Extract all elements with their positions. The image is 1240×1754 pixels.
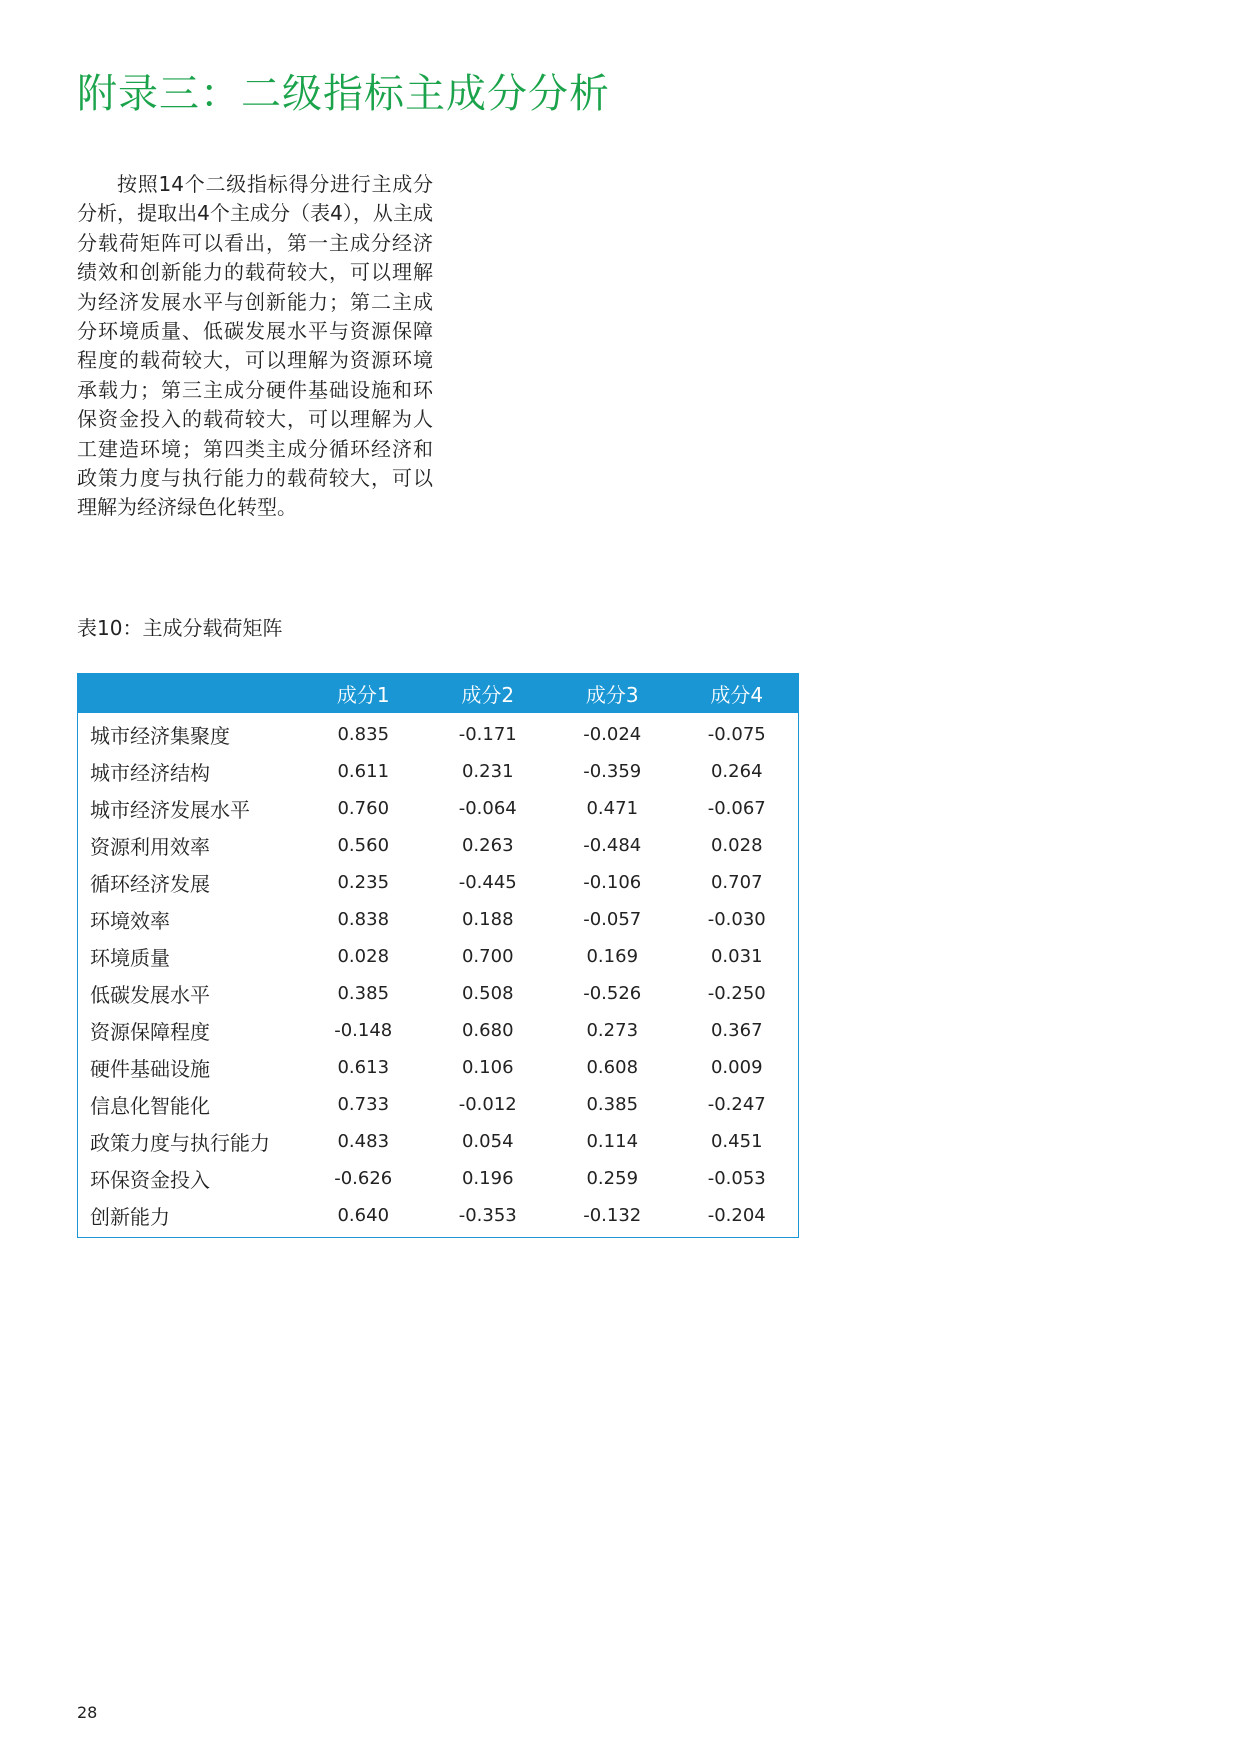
loading-value: -0.030 — [707, 909, 766, 930]
loading-value: -0.250 — [707, 983, 766, 1004]
table-row — [78, 827, 799, 864]
loading-value: -0.012 — [458, 1094, 517, 1115]
loading-value: 0.367 — [710, 1020, 763, 1041]
loading-value: -0.067 — [707, 798, 766, 819]
loading-value: -0.024 — [583, 724, 642, 745]
loading-value: 0.835 — [337, 724, 390, 745]
loading-value: 0.028 — [710, 835, 763, 856]
table-row — [78, 1086, 799, 1123]
table-row — [78, 790, 799, 827]
loading-value: 0.733 — [337, 1094, 390, 1115]
table-row — [78, 975, 799, 1012]
loading-value: 0.483 — [337, 1131, 390, 1152]
column-header: 成分2 — [426, 674, 551, 713]
loading-value: -0.075 — [707, 724, 766, 745]
table-body — [78, 713, 799, 1237]
table-header-row — [78, 674, 799, 713]
loading-value: 0.613 — [337, 1057, 390, 1078]
row-label: 城市经济结构 — [90, 761, 210, 785]
loading-value: 0.385 — [586, 1094, 639, 1115]
loading-value: 0.700 — [461, 946, 514, 967]
loading-value: 0.231 — [461, 761, 514, 782]
loading-value: -0.626 — [334, 1168, 393, 1189]
loading-value: 0.385 — [337, 983, 390, 1004]
table-row — [78, 1123, 799, 1160]
page-title: 附录三：二级指标主成分分析 — [77, 71, 610, 117]
loading-value: -0.171 — [458, 724, 517, 745]
loading-value: 0.611 — [337, 761, 390, 782]
loading-value: -0.053 — [707, 1168, 766, 1189]
loading-value: 0.196 — [461, 1168, 514, 1189]
table-row — [78, 753, 799, 790]
table-caption: 表10：主成分载荷矩阵 — [77, 616, 283, 640]
table-row — [78, 1160, 799, 1197]
column-header: 成分4 — [675, 674, 800, 713]
header-corner-cell — [78, 674, 301, 713]
loading-value: 0.273 — [586, 1020, 639, 1041]
loading-value: 0.451 — [710, 1131, 763, 1152]
row-label: 资源保障程度 — [90, 1020, 210, 1044]
loading-value: 0.264 — [710, 761, 763, 782]
row-label: 环境质量 — [90, 946, 170, 970]
loading-value: 0.760 — [337, 798, 390, 819]
loading-value: -0.526 — [583, 983, 642, 1004]
column-header: 成分3 — [550, 674, 675, 713]
loading-value: 0.560 — [337, 835, 390, 856]
loading-value: 0.114 — [586, 1131, 639, 1152]
loading-value: 0.707 — [710, 872, 763, 893]
row-label: 硬件基础设施 — [90, 1057, 210, 1081]
table-row — [78, 1012, 799, 1049]
loading-value: 0.508 — [461, 983, 514, 1004]
loading-value: 0.640 — [337, 1205, 390, 1226]
loading-value: 0.054 — [461, 1131, 514, 1152]
loading-value: 0.471 — [586, 798, 639, 819]
row-label: 低碳发展水平 — [90, 983, 210, 1007]
loading-value: 0.680 — [461, 1020, 514, 1041]
loading-value: 0.838 — [337, 909, 390, 930]
loading-value: -0.484 — [583, 835, 642, 856]
table-row — [78, 864, 799, 901]
loading-value: -0.204 — [707, 1205, 766, 1226]
row-label: 循环经济发展 — [90, 872, 210, 896]
table-row — [78, 901, 799, 938]
loading-value: 0.608 — [586, 1057, 639, 1078]
intro-paragraph: 按照14个二级指标得分进行主成分分析，提取出4个主成分（表4），从主成分载荷矩阵可以看出，第一主成分经济绩效和创新能力的载荷较大，可以理解为经济发展水平与创新能力；第二主成分环境质量、低碳发展水平与资源保障程度的载荷较大，可以理解为资源环境承载力；第三主成分硬件基础设施和环保资金投入的载荷较大，可以理解为人工建造环境；第四类主成分循环经济和政策力度与执行能力的载荷较大，可以理解为经济绿色化转型。 — [77, 172, 433, 520]
page-number: 28 — [77, 1703, 98, 1722]
loading-value: 0.009 — [710, 1057, 763, 1078]
row-label: 政策力度与执行能力 — [90, 1131, 270, 1155]
row-label: 创新能力 — [90, 1205, 170, 1229]
loading-value: 0.106 — [461, 1057, 514, 1078]
loading-value: 0.259 — [586, 1168, 639, 1189]
row-label: 环保资金投入 — [90, 1168, 210, 1192]
loading-matrix — [78, 674, 799, 1237]
table-row — [78, 1197, 799, 1237]
loading-value: -0.247 — [707, 1094, 766, 1115]
row-label: 城市经济集聚度 — [90, 724, 230, 748]
loading-value: -0.445 — [458, 872, 517, 893]
loading-value: 0.169 — [586, 946, 639, 967]
loading-value: 0.031 — [710, 946, 763, 967]
loading-matrix-table — [77, 673, 799, 1238]
table-row — [78, 938, 799, 975]
row-label: 环境效率 — [90, 909, 170, 933]
loading-value: 0.188 — [461, 909, 514, 930]
loading-value: -0.353 — [458, 1205, 517, 1226]
loading-value: 0.028 — [337, 946, 390, 967]
column-header: 成分1 — [301, 674, 426, 713]
row-label: 信息化智能化 — [90, 1094, 210, 1118]
loading-value: -0.064 — [458, 798, 517, 819]
loading-value: 0.263 — [461, 835, 514, 856]
loading-value: -0.106 — [583, 872, 642, 893]
loading-value: -0.359 — [583, 761, 642, 782]
loading-value: -0.057 — [583, 909, 642, 930]
loading-value: 0.235 — [337, 872, 390, 893]
loading-value: -0.132 — [583, 1205, 642, 1226]
table-row — [78, 713, 799, 753]
table-row — [78, 1049, 799, 1086]
loading-value: -0.148 — [334, 1020, 393, 1041]
row-label: 城市经济发展水平 — [90, 798, 250, 822]
row-label: 资源利用效率 — [90, 835, 210, 859]
